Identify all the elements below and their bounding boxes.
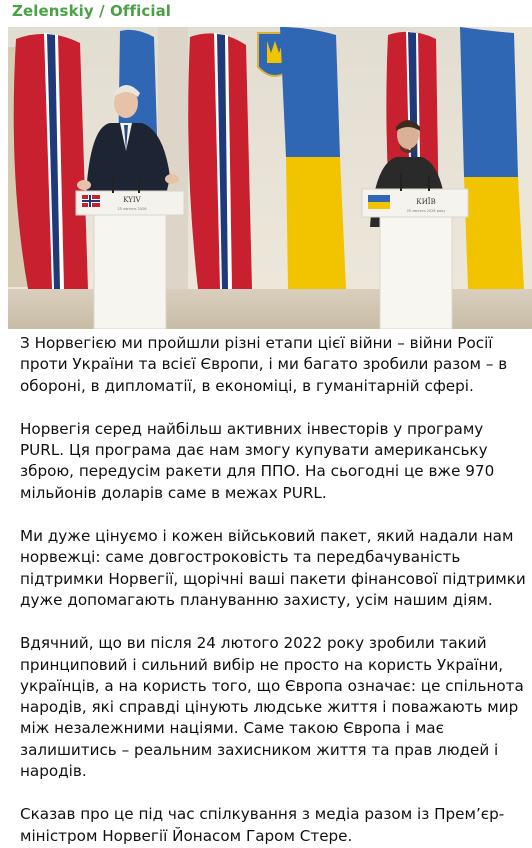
message-paragraph-1: З Норвегією ми пройшли різні етапи цієї війни – війни Росії проти України та всієї Європи, і ми багато зробили разом – в обороні, в дипломатії, в економіці, в гуманітарній сфері. — [20, 334, 508, 395]
left-podium-sign: KYIV — [123, 196, 141, 204]
message-paragraph-4: Вдячний, що ви після 24 лютого 2022 року зробили такий принциповий і сильний вибір не просто на користь України, українців, а на користь того, що Європа означає: це спільнота народів, які справді цінують людське життя і поважають мир між незалежними націями. Саме такою Європа і має залишитись – реальним захисником життя та прав людей і народів. — [20, 634, 524, 781]
channel-name[interactable]: Zelenskiy / Official — [12, 2, 172, 20]
ukraine-flag-3 — [460, 27, 524, 289]
message-paragraph-2: Норвегія серед найбільш активних інвесторів у програму PURL. Ця програма дає нам змогу купувати американську зброю, передусім ракети для ППО. На сьогодні це вже 970 мільйонів доларів саме в межах PURL. — [20, 419, 495, 502]
norway-flag-2 — [188, 33, 252, 289]
message-paragraph-5: Сказав про це під час спілкування з медіа разом із Прем’єр-міністром Норвегії Йонасом Гаром Стере. — [20, 805, 505, 845]
ukraine-flag-2 — [280, 27, 346, 289]
norway-flag-left — [14, 33, 88, 289]
message-photo[interactable] — [8, 27, 532, 329]
message-paragraph-3: Ми дуже цінуємо і кожен військовий пакет, який надали нам норвежці: саме довгостроковість та передбачуваність підтримки Норвегії, щорічні ваші пакети фінансової підтримки дуже допомагають плануванню захисту, усім нашим діям. — [20, 527, 526, 609]
right-podium-sign: КИЇВ — [416, 198, 436, 206]
left-podium-date: 25 лютого 2026 — [117, 207, 147, 211]
message-text — [20, 333, 530, 847]
right-podium-date: 25 лютого 2026 року — [406, 209, 446, 213]
